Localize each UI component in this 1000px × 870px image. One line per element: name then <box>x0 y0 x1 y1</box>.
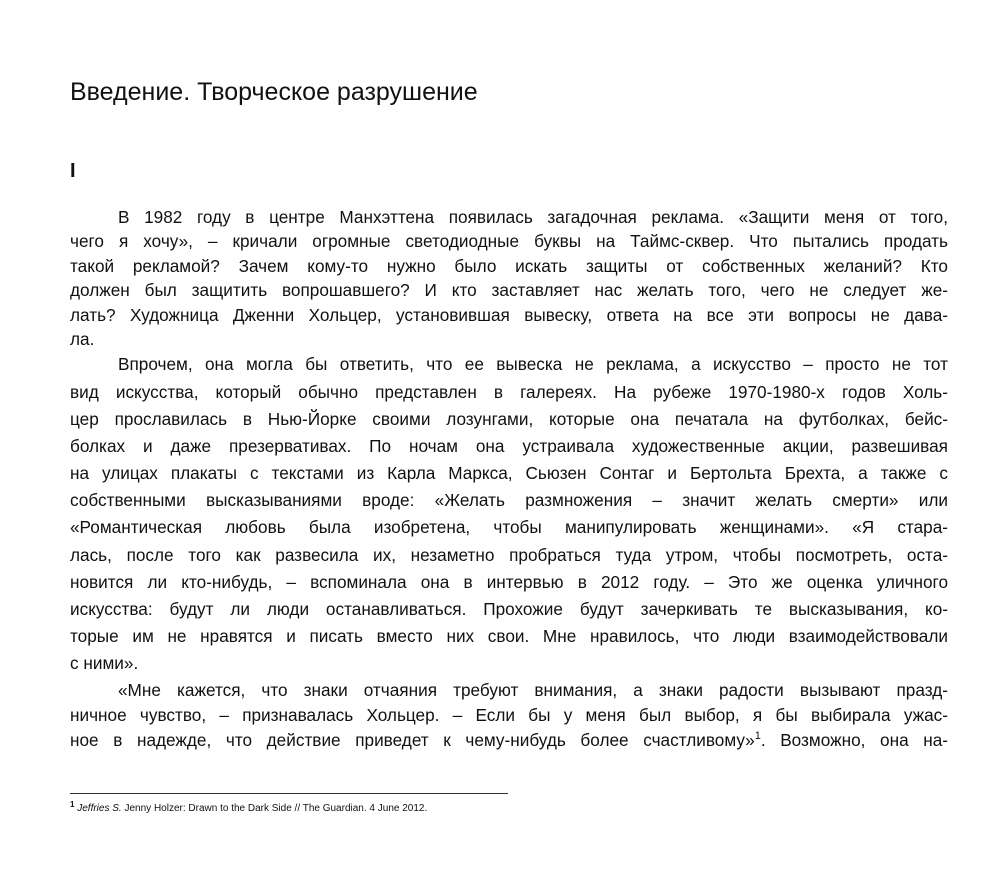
text-line: «Мне кажется, что знаки отчаяния требуют внимания, а знаки радости вызывают празд- <box>118 679 948 700</box>
paragraph <box>70 351 948 677</box>
text-line: лать? Художница Дженни Хольцер, установившая вывеску, ответа на все эти вопросы не дава- <box>70 304 948 325</box>
text-line: должен был защитить вопрошавшего? И кто заставляет нас желать того, чего не следует же- <box>70 280 948 301</box>
text-line: болках и даже презервативах. По ночам она устраивала художественные акции, развешивая <box>70 435 948 456</box>
text-segment: . Возможно, она на- <box>760 729 949 750</box>
text-line: с ними». <box>70 653 139 674</box>
text-line: такой рекламой? Зачем кому-то нужно было искать защиты от собственных желаний? Кто <box>70 255 948 276</box>
text-segment: ное в надежде, что действие приведет к чему-нибудь более счастливому» <box>70 729 755 750</box>
footnote-text: Jenny Holzer: Drawn to the Dark Side // The Guardian. 4 June 2012. <box>121 803 428 814</box>
footnote <box>70 800 428 814</box>
text-line: ла. <box>70 328 95 349</box>
text-line: ничное чувство, – признавалась Хольцер. – Если бы у меня был выбор, я бы выбирала ужас- <box>70 704 948 725</box>
paragraph <box>70 205 948 351</box>
text-line: торые им не нравятся и писать вместо них свои. Мне нравилось, что люди взаимодействовали <box>70 626 948 647</box>
text-line: чего я хочу», – кричали огромные светодиодные буквы на Таймс-сквер. Что пытались продать <box>70 231 948 252</box>
text-line: «Романтическая любовь была изобретена, чтобы манипулировать женщинами». «Я стара- <box>70 517 948 538</box>
section-heading: I <box>70 160 76 182</box>
footnote-author: Jeffries S. <box>77 803 122 814</box>
text-line: В 1982 году в центре Манхэттена появилась загадочная реклама. «Защити меня от того, <box>118 207 948 227</box>
text-line: Впрочем, она могла бы ответить, что ее вывеска не реклама, а искусство – просто не тот <box>118 354 948 375</box>
footnote-number: 1 <box>70 800 75 809</box>
text-line: вид искусства, который обычно представлен в галереях. На рубеже 1970-1980-х годов Холь- <box>70 381 948 402</box>
footnote-reference[interactable]: 1 <box>754 729 761 742</box>
text-line: новится ли кто-нибудь, – вспоминала она в интервью в 2012 году. – Это же оценка уличного <box>70 571 948 592</box>
chapter-title: Введение. Творческое разрушение <box>70 78 478 106</box>
text-line: лась, после того как развесила их, незаметно пробраться туда утром, чтобы посмотреть, оста- <box>70 544 948 565</box>
paragraph <box>70 678 948 753</box>
text-line-with-footnote <box>70 728 948 753</box>
text-line: цер прославилась в Нью-Йорке своими лозунгами, которые она печатала на футболках, бейс- <box>70 408 948 429</box>
footnote-separator <box>70 793 508 794</box>
text-line: искусства: будут ли люди останавливаться. Прохожие будут зачеркивать те высказывания, ко- <box>70 599 948 620</box>
body-text <box>70 205 948 753</box>
text-line: собственными высказываниями вроде: «Желать размножения – значит желать смерти» или <box>70 490 948 511</box>
text-line: на улицах плакаты с текстами из Карла Маркса, Сьюзен Сонтаг и Бертольта Брехта, а также с <box>70 463 948 484</box>
